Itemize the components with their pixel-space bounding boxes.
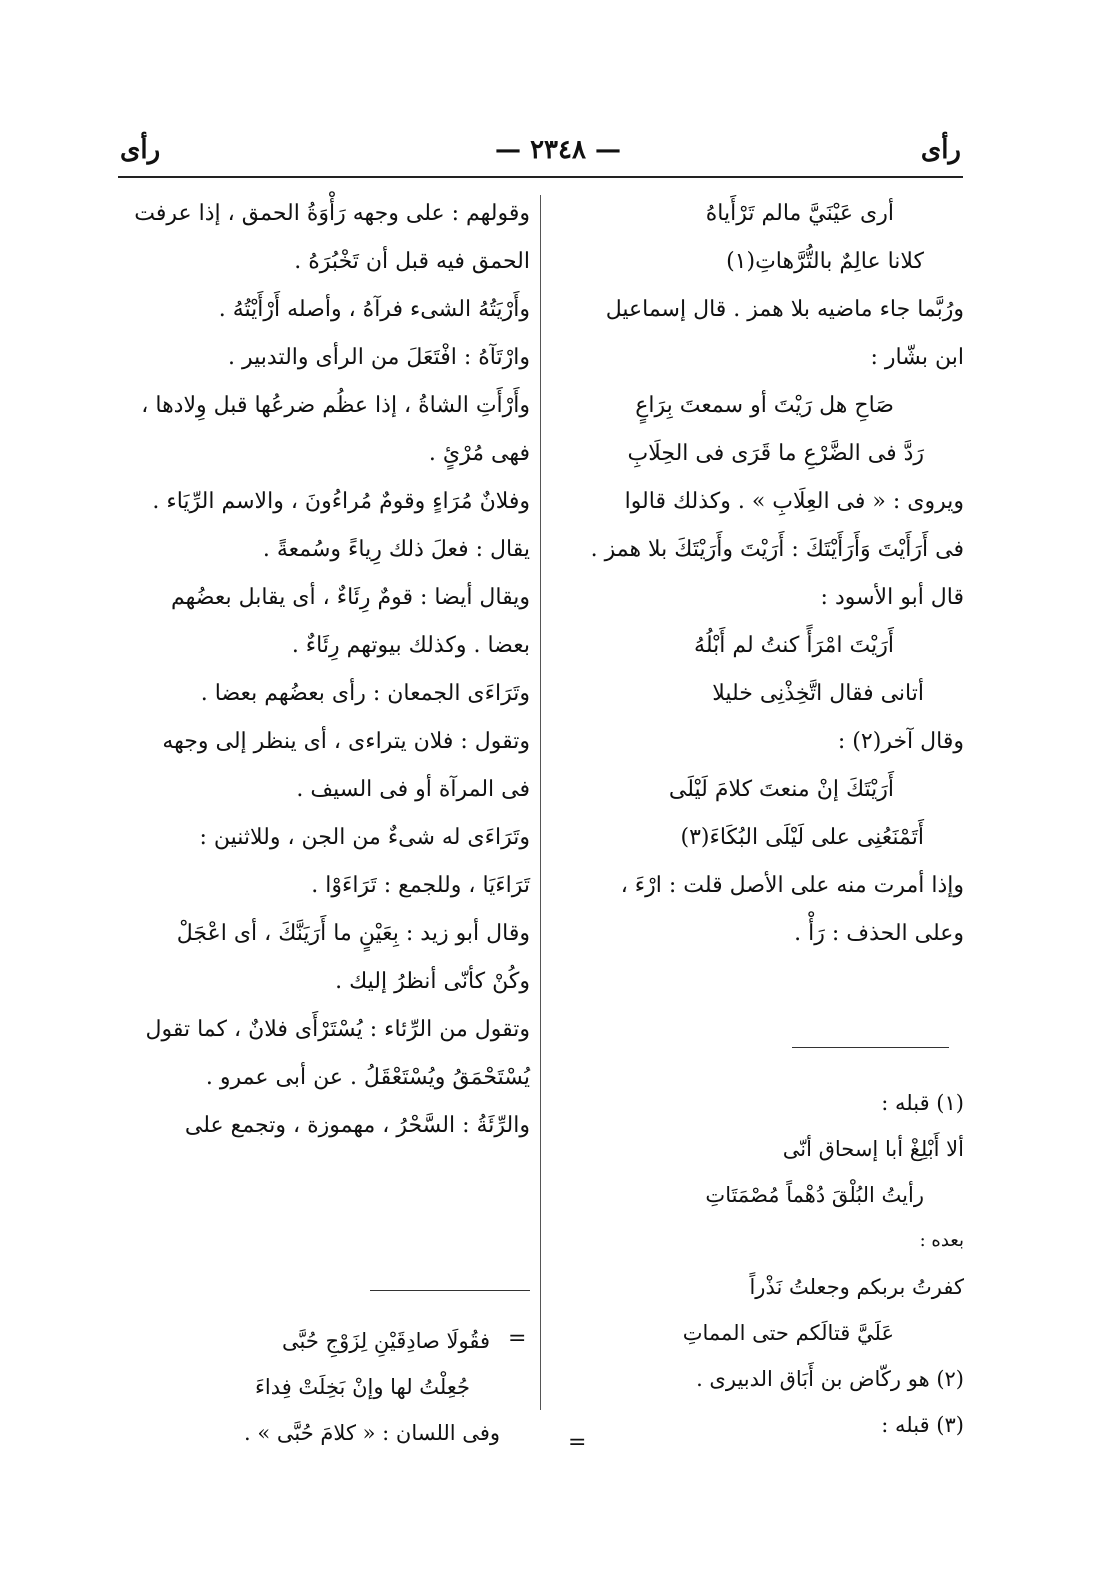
text-line: وتقول من الرِّئاء : يُسْتَرْأَى فلانٌ ، كما تقول: [145, 1017, 530, 1042]
text-line: بعضا . وكذلك بيوتهم رِئَاءٌ .: [291, 633, 530, 658]
text-line: وعلى الحذف : رَأْ .: [794, 921, 964, 946]
text-line: وقال آخر(٢) :: [837, 729, 964, 754]
text-line: أَتَمْنَعُنِى على لَيْلَى البُكَاءَ(٣): [680, 825, 924, 850]
footnote-line: ألا أَبْلِغْ أبا إسحاق أنّى: [782, 1137, 964, 1161]
header-entry-word-left: رأى: [120, 135, 161, 165]
right-column: [560, 190, 964, 958]
footnote-line: بعده :: [919, 1230, 964, 1251]
text-line: رَدَّ فى الضَّرْعِ ما قَرَى فى الحِلَابِ: [627, 441, 924, 466]
text-line: وأَرْأَتِ الشاةُ ، إذا عظُم ضرعُها قبل وِلادها ،: [141, 393, 530, 418]
text-line: ويقال أيضا : قومٌ رِئَاءٌ ، أى يقابل بعضُهم: [170, 585, 530, 610]
continuation-mark-left: =: [508, 1326, 527, 1351]
text-line: وإذا أمرت منه على الأصل قلت : ارْءَ ،: [620, 873, 964, 898]
text-line: يقال : فعلَ ذلك رِياءً وسُمعةً .: [262, 537, 530, 562]
text-line: وارْتَآهُ : افْتَعَلَ من الرأى والتدبير .: [228, 345, 530, 370]
page-number: — ٢٣٤٨ —: [495, 135, 621, 165]
text-line: صَاحِ هل رَيْتَ أو سمعتَ بِرَاعٍ: [635, 393, 894, 418]
text-line: ابن بشّار :: [870, 345, 964, 370]
text-line: وكُنْ كأنّى أنظرُ إليك .: [335, 969, 530, 994]
footnote-line: فقُولَا صادِقَيْنِ لِزَوْجِ حُبَّى: [282, 1329, 490, 1353]
text-line: يُسْتَحْمَقُ ويُسْتَعْقَلُ . عن أبى عمرو .: [205, 1065, 530, 1090]
continuation-mark-right: =: [568, 1430, 587, 1455]
text-line: أَرَيْتَ امْرَأً كنتُ لم أَبْلُهُ: [694, 633, 894, 658]
text-line: أتانى فقال اتَّخِذْنِى خليلا: [712, 681, 924, 706]
text-line: قال أبو الأسود :: [820, 585, 964, 610]
column-separator: [540, 195, 541, 1410]
text-line: وتَرَاءَى له شىءٌ من الجن ، وللاثنين :: [199, 825, 530, 850]
text-line: والرِّئَةُ : السَّحْرُ ، مهموزة ، وتجمع على: [184, 1113, 530, 1138]
text-line: وتقول : فلان يتراءى ، أى ينظر إلى وجهه: [162, 729, 530, 754]
footnote-line: (٢) هو ركّاض بن أَبَاق الدبيرى .: [696, 1367, 964, 1391]
footnote-line: (١) قبله :: [881, 1091, 964, 1115]
footnote-line: جُعِلْتُ لها وإنْ بَخِلَتْ فِداءَ: [254, 1375, 470, 1399]
footnotes-left: [118, 1318, 530, 1456]
footnote-rule-right: [792, 1047, 949, 1048]
text-line: فى أَرَأَيْتَ وَأَرَأَيْتَكَ : أَرَيْتَ وأَرَيْتَكَ بلا همز .: [590, 537, 964, 562]
text-line: أَرَيْتَكَ إنْ منعتَ كلامَ لَيْلَى: [668, 777, 894, 802]
header-rule: [118, 176, 963, 178]
footnotes-right: [560, 1080, 964, 1448]
text-line: كلانا عالِمٌ بالتُّرَّهاتِ(١): [726, 249, 924, 274]
text-line: فهى مُرْئٍ .: [428, 441, 530, 466]
text-line: وفلانٌ مُرَاءٍ وقومٌ مُراءُونَ ، والاسم الرِّيَاء .: [152, 489, 530, 514]
footnote-line: كفرتُ بربكم وجعلتُ نَذْراً: [749, 1275, 964, 1299]
footnote-line: (٣) قبله :: [881, 1413, 964, 1437]
footnote-line: عَلَيَّ قتالَكم حتى المماتِ: [682, 1321, 894, 1345]
footnote-line: وفى اللسان : « كلامَ حُبَّى » .: [244, 1421, 500, 1445]
text-line: أرى عَيْنَيَّ مالم تَرْأَياهُ: [705, 201, 894, 226]
footnote-rule-left: [370, 1290, 530, 1291]
text-line: الحمق فيه قبل أن تَخْبُرَهُ .: [294, 249, 530, 274]
footnote-line: رأيتُ البُلْقَ دُهْماً مُصْمَتَاتِ: [705, 1183, 924, 1207]
text-line: وأَرْيَتُهُ الشىء فرآهُ ، وأصله أَرْأَيْتُهُ .: [218, 297, 530, 322]
text-line: فى المرآة أو فى السيف .: [296, 777, 530, 802]
text-line: وقولهم : على وجهه رَأْوَةُ الحمق ، إذا عرفت: [134, 201, 530, 226]
header-entry-word-right: رأى: [920, 135, 961, 165]
text-line: وقال أبو زيد : بِعَيْنٍ ما أَرَيَنَّكَ ، أى اعْجَلْ: [176, 921, 530, 946]
text-line: تَرَاءَيَا ، وللجمع : تَرَاءَوْا .: [311, 873, 530, 898]
left-column: [118, 190, 530, 1150]
text-line: وتَرَاءَى الجمعان : رأى بعضُهم بعضا .: [200, 681, 530, 706]
text-line: ورُبَّما جاء ماضيه بلا همز . قال إسماعيل: [605, 297, 964, 322]
text-line: ويروى : « فى العِلَابِ » . وكذلك قالوا: [624, 489, 964, 514]
